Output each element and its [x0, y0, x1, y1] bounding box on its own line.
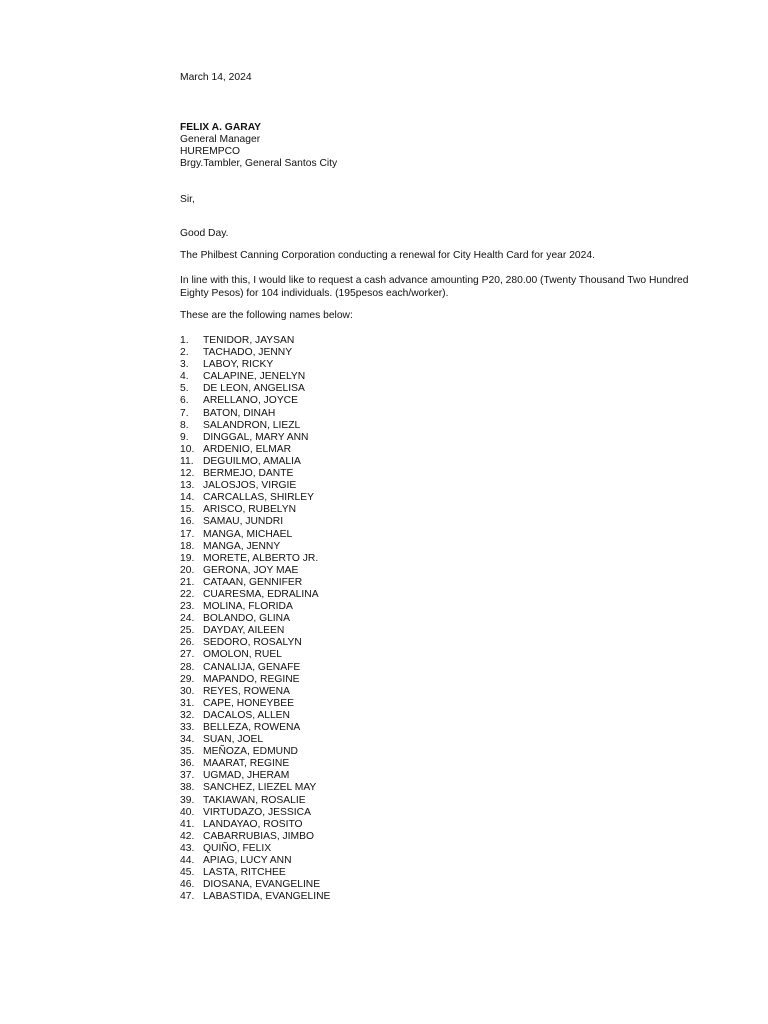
list-item-number: 25. — [180, 625, 195, 637]
list-item-name: JALOSJOS, VIRGIE — [203, 480, 297, 492]
list-item-number: 2. — [180, 347, 189, 359]
list-item-name: DACALOS, ALLEN — [203, 709, 290, 721]
list-item-name: LASTA, RITCHEE — [203, 867, 286, 879]
list-item-name: DEGUILMO, AMALIA — [203, 455, 301, 467]
list-item-name: CALAPINE, JENELYN — [203, 371, 306, 383]
list-item-name: SEDORO, ROSALYN — [203, 637, 302, 649]
list-item-number: 13. — [180, 480, 195, 492]
list-item — [180, 819, 330, 831]
list-item-number: 26. — [180, 637, 195, 649]
list-item-number: 4. — [180, 371, 189, 383]
list-item — [180, 843, 330, 855]
paragraph-renewal: The Philbest Canning Corporation conducting a renewal for City Health Card for year 2024. — [180, 250, 595, 261]
list-item-number: 32. — [180, 709, 195, 721]
list-item-number: 12. — [180, 468, 195, 480]
list-item — [180, 807, 330, 819]
list-item-name: DIOSANA, EVANGELINE — [203, 879, 321, 891]
list-item — [180, 625, 330, 637]
list-item-number: 3. — [180, 359, 189, 371]
list-item — [180, 395, 330, 407]
list-item-number: 36. — [180, 758, 195, 770]
list-item-number: 20. — [180, 564, 195, 576]
list-item-number: 39. — [180, 794, 195, 806]
list-item-number: 6. — [180, 395, 189, 407]
list-item — [180, 674, 330, 686]
list-item — [180, 649, 330, 661]
list-item-number: 44. — [180, 855, 195, 867]
list-item-name: CARCALLAS, SHIRLEY — [203, 492, 315, 504]
list-item — [180, 855, 330, 867]
recipient-title: General Manager — [180, 134, 261, 145]
list-item-name: APIAG, LUCY ANN — [203, 855, 292, 867]
list-item-number: 40. — [180, 806, 195, 818]
list-item — [180, 746, 330, 758]
list-item — [180, 444, 330, 456]
list-item — [180, 371, 330, 383]
list-item — [180, 383, 330, 395]
list-item-number: 19. — [180, 552, 195, 564]
list-item-number: 5. — [180, 383, 189, 395]
list-item — [180, 734, 330, 746]
list-item-name: SALANDRON, LIEZL — [203, 419, 301, 431]
recipient-organization: HUREMPCO — [180, 146, 241, 157]
list-item — [180, 770, 330, 782]
list-item-number: 16. — [180, 516, 195, 528]
list-item — [180, 831, 330, 843]
list-item — [180, 686, 330, 698]
list-item-name: MAPANDO, REGINE — [203, 673, 300, 685]
recipient-address: Brgy.Tambler, General Santos City — [180, 158, 338, 169]
salutation: Sir, — [180, 194, 195, 205]
greeting: Good Day. — [180, 228, 229, 239]
list-item — [180, 710, 330, 722]
list-item — [180, 795, 330, 807]
list-item — [180, 541, 330, 553]
list-item-number: 41. — [180, 818, 195, 830]
list-item-number: 27. — [180, 649, 195, 661]
list-item-number: 28. — [180, 661, 195, 673]
list-item-number: 11. — [180, 455, 194, 467]
list-item-name: OMOLON, RUEL — [203, 649, 282, 661]
list-item-name: DINGGAL, MARY ANN — [203, 431, 309, 443]
list-item-name: LABASTIDA, EVANGELINE — [203, 891, 331, 903]
list-item-name: LANDAYAO, ROSITO — [203, 818, 303, 830]
list-item-name: SUAN, JOEL — [203, 734, 264, 746]
list-item-name: MOLINA, FLORIDA — [203, 601, 293, 613]
list-item — [180, 492, 330, 504]
list-item — [180, 529, 330, 541]
list-item-number: 35. — [180, 746, 195, 758]
list-item-name: TENIDOR, JAYSAN — [203, 335, 295, 346]
list-item-number: 23. — [180, 601, 195, 613]
list-item-name: CABARRUBIAS, JIMBO — [203, 830, 314, 842]
list-item — [180, 698, 330, 710]
list-item — [180, 347, 330, 359]
list-item-name: UGMAD, JHERAM — [203, 770, 290, 782]
list-item-name: BELLEZA, ROWENA — [203, 722, 301, 733]
list-item — [180, 613, 330, 625]
list-item-name: BOLANDO, GLINA — [203, 613, 290, 625]
list-item-name: MAARAT, REGINE — [203, 758, 290, 770]
list-item-number: 21. — [180, 576, 195, 588]
list-item-number: 10. — [180, 443, 195, 455]
list-item-name: MEÑOZA, EDMUND — [203, 746, 298, 758]
list-item-name: GERONA, JOY MAE — [203, 564, 299, 576]
list-item — [180, 577, 330, 589]
list-item — [180, 758, 330, 770]
list-item — [180, 420, 330, 432]
list-item-number: 14. — [180, 492, 195, 504]
list-item-name: BATON, DINAH — [203, 407, 276, 419]
list-item — [180, 468, 330, 480]
list-item — [180, 480, 330, 492]
list-item-name: ARISCO, RUBELYN — [203, 504, 297, 516]
list-item — [180, 565, 330, 577]
list-item-number: 47. — [180, 891, 195, 903]
list-intro: These are the following names below: — [180, 310, 353, 321]
list-item — [180, 359, 330, 371]
list-item-name: CUARESMA, EDRALINA — [203, 588, 319, 600]
list-item — [180, 891, 330, 903]
list-item — [180, 456, 330, 468]
list-item-number: 30. — [180, 685, 195, 697]
list-item-name: CAPE, HONEYBEE — [203, 697, 294, 709]
list-item-name: LABOY, RICKY — [203, 359, 274, 371]
list-item — [180, 782, 330, 794]
list-item-number: 31. — [180, 697, 195, 709]
list-item-number: 45. — [180, 867, 195, 879]
list-item-name: QUIÑO, FELIX — [203, 842, 272, 854]
list-item — [180, 408, 330, 420]
list-item-number: 38. — [180, 782, 195, 794]
list-item-name: DE LEON, ANGELISA — [203, 383, 305, 395]
list-item-name: SANCHEZ, LIEZEL MAY — [203, 782, 317, 794]
list-item — [180, 553, 330, 565]
list-item — [180, 867, 330, 879]
list-item-number: 9. — [180, 431, 189, 443]
recipient-name: FELIX A. GARAY — [180, 122, 262, 133]
list-item-number: 1. — [180, 335, 189, 346]
list-item — [180, 637, 330, 649]
list-item — [180, 335, 330, 347]
paragraph-cash-advance: In line with this, I would like to request a cash advance amounting P20, 280.00 (Twenty Thousand Two Hundred Eighty Pesos) for 104 individuals. (195pesos each/worker). — [180, 275, 689, 299]
list-item-number: 34. — [180, 734, 195, 746]
list-item-name: DAYDAY, AILEEN — [203, 625, 285, 637]
list-item-number: 42. — [180, 830, 195, 842]
list-item-number: 24. — [180, 613, 195, 625]
list-item-number: 43. — [180, 842, 195, 854]
list-item-name: CANALIJA, GENAFE — [203, 661, 301, 673]
list-item-name: MANGA, MICHAEL — [203, 528, 293, 540]
list-item-name: VIRTUDAZO, JESSICA — [203, 806, 311, 818]
list-item — [180, 722, 330, 734]
list-item-number: 46. — [180, 879, 195, 891]
list-item — [180, 879, 330, 891]
list-item-number: 37. — [180, 770, 195, 782]
list-item-name: MORETE, ALBERTO JR. — [203, 552, 319, 564]
list-item-name: ARELLANO, JOYCE — [203, 395, 298, 407]
list-item-name: ARDENIO, ELMAR — [203, 443, 292, 455]
list-item-name: MANGA, JENNY — [203, 540, 281, 552]
list-item-name: CATAAN, GENNIFER — [203, 576, 303, 588]
list-item-name: SAMAU, JUNDRI — [203, 516, 284, 528]
list-item-name: TAKIAWAN, ROSALIE — [203, 794, 306, 806]
list-item — [180, 662, 330, 674]
names-list — [180, 335, 330, 903]
list-item-name: TACHADO, JENNY — [203, 347, 293, 359]
list-item-number: 8. — [180, 419, 189, 431]
list-item-number: 29. — [180, 673, 195, 685]
list-item — [180, 504, 330, 516]
list-item-number: 33. — [180, 722, 195, 733]
letter-date: March 14, 2024 — [180, 72, 252, 83]
list-item — [180, 601, 330, 613]
list-item-number: 17. — [180, 528, 195, 540]
list-item — [180, 589, 330, 601]
list-item — [180, 432, 330, 444]
list-item-number: 7. — [180, 407, 189, 419]
list-item-number: 18. — [180, 540, 195, 552]
list-item-name: BERMEJO, DANTE — [203, 468, 294, 480]
list-item-name: REYES, ROWENA — [203, 685, 290, 697]
list-item-number: 15. — [180, 504, 195, 516]
list-item-number: 22. — [180, 588, 195, 600]
list-item — [180, 516, 330, 528]
